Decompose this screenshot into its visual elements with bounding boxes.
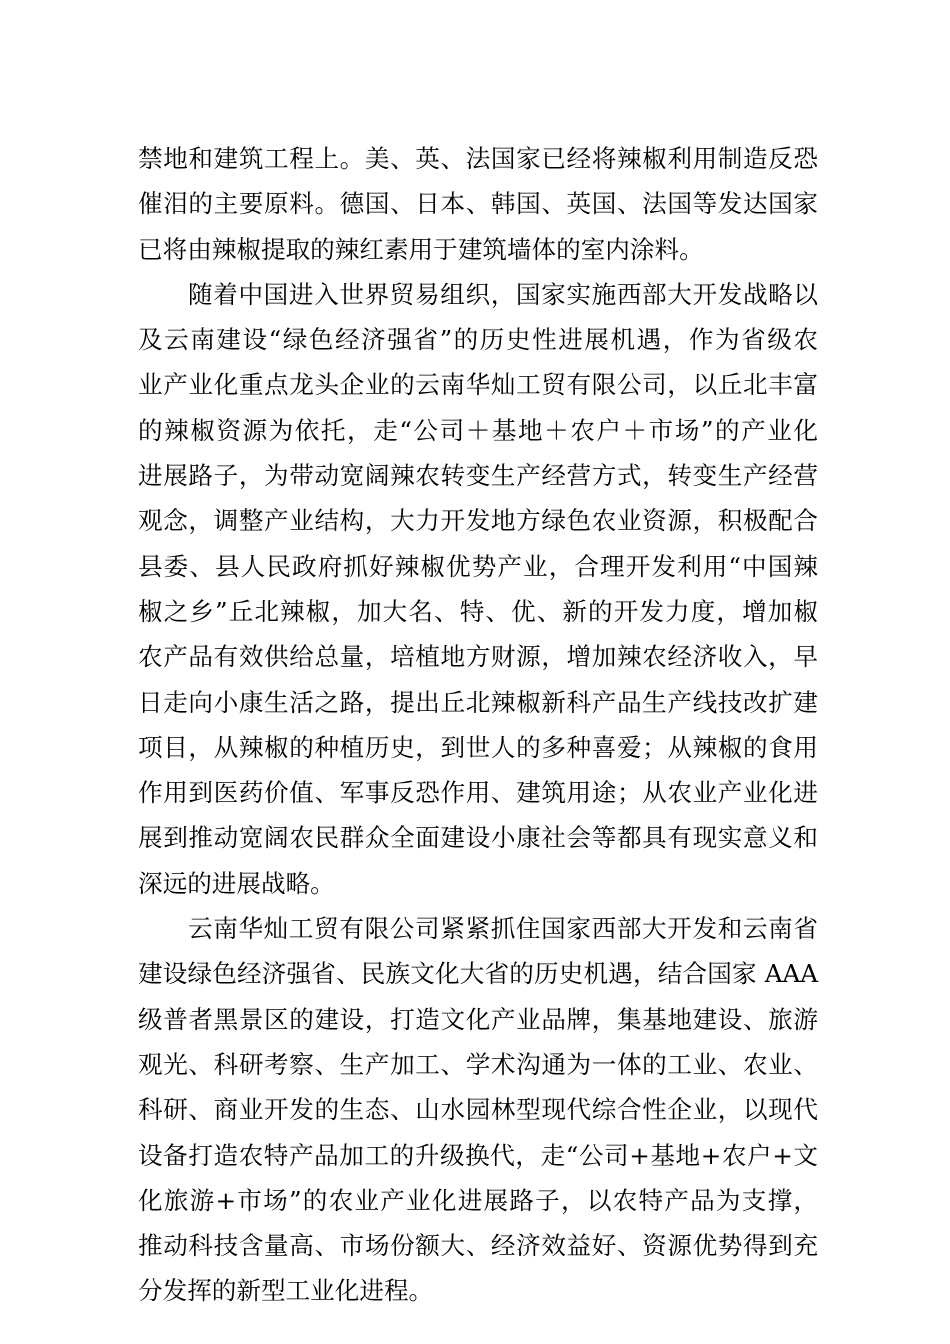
text-line: 县委、县人民政府抓好辣椒优势产业，合理开发利用“中国辣 (138, 551, 818, 581)
text-line: 深远的进展战略。 (138, 868, 335, 898)
text-line: 已将由辣椒提取的辣红素用于建筑墙体的室内涂料。 (138, 234, 704, 264)
text-line: 级普者黑景区的建设，打造文化产业品牌，集基地建设、旅游 (138, 1004, 818, 1034)
text-line: 及云南建设“绿色经济强省”的历史性进展机遇，作为省级农 (138, 325, 818, 355)
text-line: 农产品有效供给总量，培植地方财源，增加辣农经济收入，早 (138, 642, 818, 672)
text-line: 催泪的主要原料。德国、日本、韩国、英国、法国等发达国家 (138, 189, 818, 219)
text-line: 展到推动宽阔农民群众全面建设小康社会等都具有现实意义和 (138, 823, 818, 853)
text-line: 云南华灿工贸有限公司紧紧抓住国家西部大开发和云南省 (188, 914, 818, 944)
body-text (138, 136, 818, 1314)
text-line: 观光、科研考察、生产加工、学术沟通为一体的工业、农业、 (138, 1049, 818, 1079)
text-line: 禁地和建筑工程上。美、英、法国家已经将辣椒利用制造反恐 (138, 144, 818, 173)
text-line: 随着中国进入世界贸易组织，国家实施西部大开发战略以 (188, 279, 818, 309)
text-line: 科研、商业开发的生态、山水园林型现代综合性企业，以现代 (138, 1095, 818, 1125)
text-line: 观念，调整产业结构，大力开发地方绿色农业资源，积极配合 (138, 506, 818, 536)
text-line: 项目，从辣椒的种植历史，到世人的多种喜爱；从辣椒的食用 (138, 732, 818, 762)
text-line: 椒之乡”丘北辣椒，加大名、特、优、新的开发力度，增加椒 (138, 596, 818, 626)
text-line: 化旅游+市场”的农业产业化进展路子，以农特产品为支撑， (138, 1185, 818, 1215)
text-line: 建设绿色经济强省、民族文化大省的历史机遇，结合国家 AAA (138, 959, 818, 989)
text-line: 业产业化重点龙头企业的云南华灿工贸有限公司，以丘北丰富 (138, 370, 818, 400)
text-line: 推动科技含量高、市场份额大、经济效益好、资源优势得到充 (138, 1231, 818, 1261)
text-line: 的辣椒资源为依托，走“公司＋基地＋农户＋市场”的产业化 (138, 415, 818, 445)
text-line: 进展路子，为带动宽阔辣农转变生产经营方式，转变生产经营 (138, 461, 818, 491)
text-line: 作用到医药价值、军事反恐作用、建筑用途；从农业产业化进 (138, 778, 818, 808)
text-line: 设备打造农特产品加工的升级换代，走“公司+基地+农户+文 (138, 1140, 818, 1170)
text-line: 分发挥的新型工业化进程。 (138, 1276, 434, 1306)
text-line: 日走向小康生活之路，提出丘北辣椒新科产品生产线技改扩建 (138, 687, 818, 717)
